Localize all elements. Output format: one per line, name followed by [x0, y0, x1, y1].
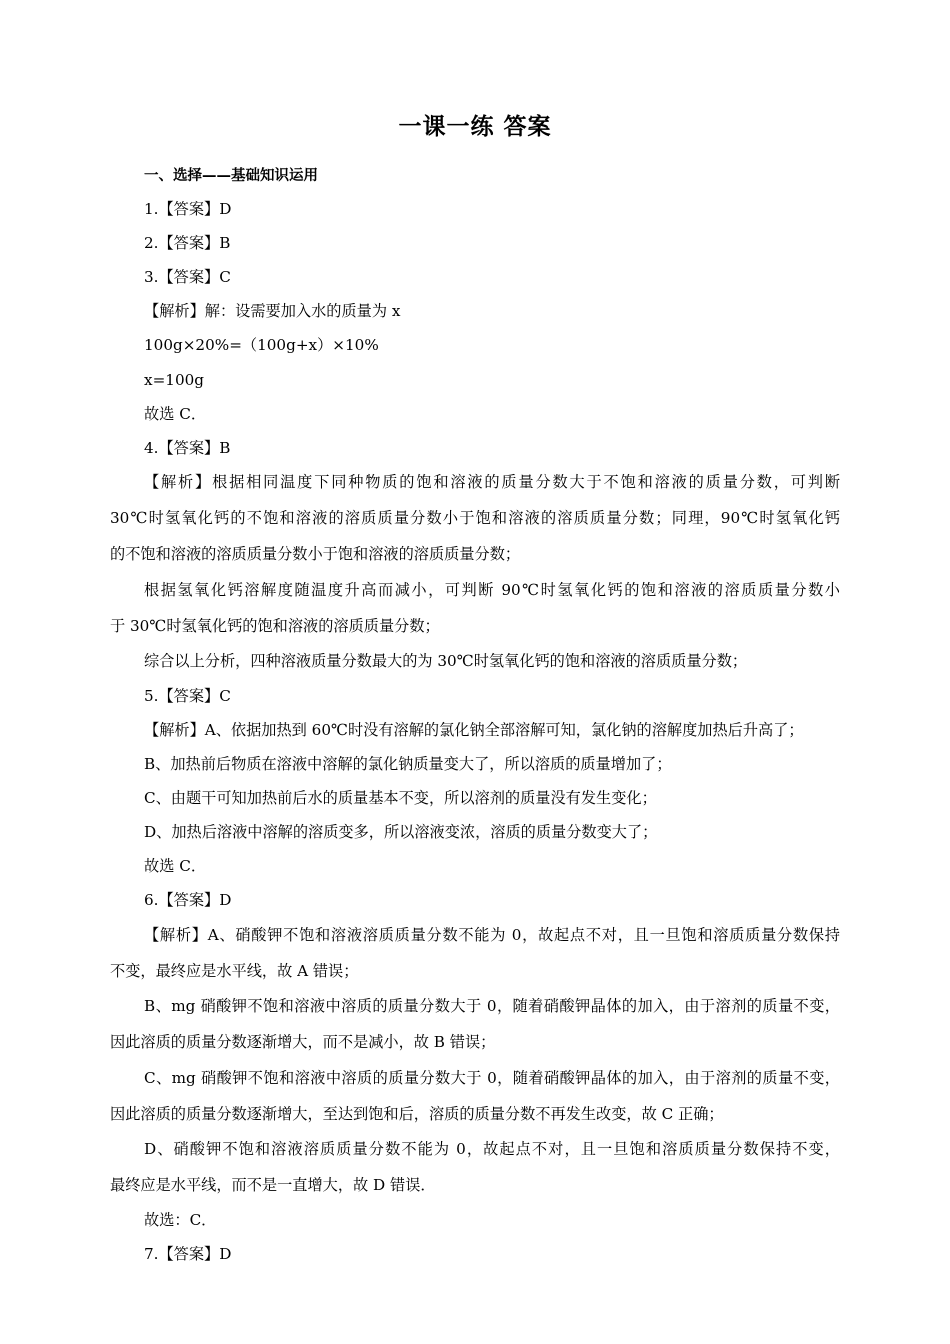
analysis-4-line-4: 根据氢氧化钙溶解度随温度升高而减小，可判断 90℃时氢氧化钙的饱和溶液的溶质质量分数小: [144, 581, 840, 599]
analysis-4-line-6: 综合以上分析，四种溶液质量分数最大的为 30℃时氢氧化钙的饱和溶液的溶质质量分数；: [144, 652, 748, 670]
answer-7: 7.【答案】D: [144, 1245, 232, 1263]
analysis-6-line-5: C、mg 硝酸钾不饱和溶液中溶质的质量分数大于 0，随着硝酸钾晶体的加入，由于溶剂的质量不变，: [144, 1069, 840, 1087]
answer-6: 6.【答案】D: [144, 891, 232, 909]
analysis-6-line-9: 故选：C．: [144, 1211, 217, 1229]
analysis-6-line-2: 不变，最终应是水平线，故 A 错误；: [110, 962, 359, 980]
analysis-6-line-6: 因此溶质的质量分数逐渐增大，至达到饱和后，溶质的质量分数不再发生改变，故 C 正确；: [110, 1105, 724, 1123]
section-heading: 一、选择——基础知识运用: [144, 168, 318, 184]
analysis-4-line-3: 的不饱和溶液的溶质质量分数小于饱和溶液的溶质质量分数；: [110, 545, 521, 563]
analysis-6-line-8: 最终应是水平线，而不是一直增大，故 D 错误．: [110, 1176, 436, 1194]
answer-1: 1.【答案】D: [144, 200, 232, 218]
analysis-6-line-7: D、硝酸钾不饱和溶液溶质质量分数不能为 0，故起点不对，且一旦饱和溶质质量分数保持不变，: [144, 1140, 840, 1158]
analysis-3-line-3: x=100g: [144, 371, 205, 389]
analysis-5-line-4: D、加热后溶液中溶解的溶质变多，所以溶液变浓，溶质的质量分数变大了；: [144, 823, 658, 841]
analysis-5-line-5: 故选 C．: [144, 857, 207, 875]
analysis-5-line-1: 【解析】A、依据加热到 60℃时没有溶解的氯化钠全部溶解可知，氯化钠的溶解度加热后升高了；: [144, 721, 804, 739]
analysis-6-line-4: 因此溶质的质量分数逐渐增大，而不是减小，故 B 错误；: [110, 1033, 496, 1051]
analysis-5-line-3: C、由题干可知加热前后水的质量基本不变，所以溶剂的质量没有发生变化；: [144, 789, 657, 807]
analysis-4-line-1: 【解析】根据相同温度下同种物质的饱和溶液的质量分数大于不饱和溶液的质量分数，可判断: [144, 473, 840, 491]
analysis-6-line-3: B、mg 硝酸钾不饱和溶液中溶质的质量分数大于 0，随着硝酸钾晶体的加入，由于溶剂的质量不变，: [144, 997, 840, 1015]
answer-3: 3.【答案】C: [144, 268, 231, 286]
answer-2: 2.【答案】B: [144, 234, 231, 252]
answer-5: 5.【答案】C: [144, 687, 231, 705]
analysis-3-line-4: 故选 C．: [144, 405, 207, 423]
analysis-3-line-2: 100g×20%=（100g+x）×10%: [144, 336, 379, 354]
analysis-5-line-2: B、加热前后物质在溶液中溶解的氯化钠质量变大了，所以溶质的质量增加了；: [144, 755, 672, 773]
analysis-3-line-1: 【解析】解：设需要加入水的质量为 x: [144, 302, 401, 320]
page-title: 一课一练 答案: [398, 114, 552, 140]
analysis-6-line-1: 【解析】A、硝酸钾不饱和溶液溶质质量分数不能为 0，故起点不对，且一旦饱和溶质质量分数保持: [144, 926, 840, 944]
analysis-4-line-2: 30℃时氢氧化钙的不饱和溶液的溶质质量分数小于饱和溶液的溶质质量分数；同理，90℃时氢氧化钙: [110, 509, 840, 527]
analysis-4-line-5: 于 30℃时氢氧化钙的饱和溶液的溶质质量分数；: [110, 617, 440, 635]
answer-4: 4.【答案】B: [144, 439, 231, 457]
